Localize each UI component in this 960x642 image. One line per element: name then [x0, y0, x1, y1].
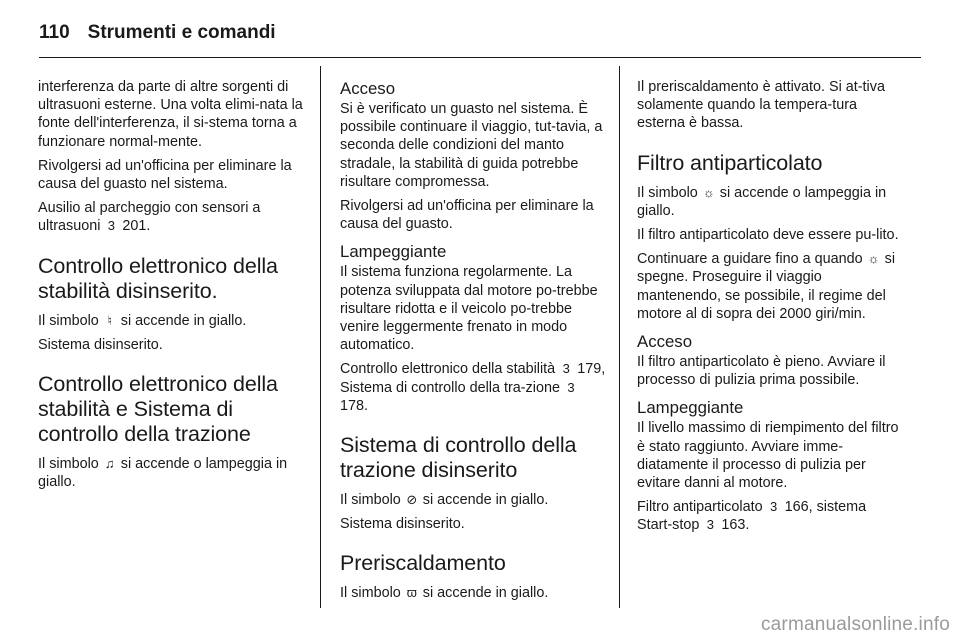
paragraph: Si è verificato un guasto nel sistema. È possibile continuare il viaggio, tut-tavia, a seconda delle condizioni del manto stradale, la stabilità di guida potrebbe risultare compromessa. [340, 101, 603, 190]
paragraph [38, 312, 306, 330]
text: si accende o lampeggia in giallo. [637, 184, 887, 219]
column-1 [38, 66, 306, 497]
heading-esc-tc: Controllo elettronico della stabilità e Sistema di controllo della trazione [38, 372, 278, 447]
reference-arrow-icon: 3 [769, 499, 778, 515]
page-reference[interactable]: 201. [122, 218, 151, 235]
heading-lampeggiante: Lampeggiante [340, 242, 447, 262]
page-reference[interactable]: 179, Sistema di controllo della tra-zione [340, 361, 606, 396]
text: Il simbolo [340, 585, 401, 602]
tc-off-icon: ⊘ [406, 492, 418, 508]
reference-arrow-icon: 3 [567, 379, 575, 395]
text: si accende in giallo. [120, 312, 247, 329]
heading-acceso: Acceso [340, 79, 396, 98]
text: Continuare a guidare fino a quando [637, 251, 863, 268]
heading-tc-off: Sistema di controllo della trazione disinserito [340, 433, 577, 483]
paragraph: Rivolgersi ad un'officina per eliminare la causa del guasto nel sistema. [38, 157, 292, 193]
column-divider-2 [619, 66, 620, 608]
paragraph: Il preriscaldamento è attivato. Si at-tiva solamente quando la tempera-tura esterna è bassa. [637, 79, 885, 132]
heading-acceso: Acceso [637, 332, 693, 352]
text: si spegne. Proseguire il viaggio mantenendo, se possibile, il regime del motore al di sopra dei 2000 giri/min. [637, 251, 896, 322]
esc-off-icon: ♮ [107, 312, 113, 328]
paragraph [637, 184, 905, 220]
paragraph [637, 250, 905, 323]
text: si accende in giallo. [422, 585, 549, 602]
dpf-icon: ☼ [867, 251, 880, 267]
text: Il simbolo [38, 312, 99, 329]
text: si accende in giallo. [422, 492, 549, 509]
paragraph [340, 491, 608, 509]
paragraph: Rivolgersi ad un'officina per eliminare la causa del guasto. [340, 198, 594, 233]
page-number: 110 [39, 22, 70, 43]
paragraph [38, 455, 306, 491]
reference-arrow-icon: 3 [562, 361, 570, 377]
text: Il simbolo [340, 492, 401, 509]
column-divider-1 [320, 66, 321, 608]
paragraph: Il filtro antiparticolato è pieno. Avviare il processo di pulizia prima possibile. [637, 354, 886, 389]
text: si accende o lampeggia in giallo. [38, 456, 288, 491]
page-title: Strumenti e comandi [87, 22, 276, 43]
paragraph: Sistema disinserito. [340, 516, 465, 533]
watermark: carmanualsonline.info [760, 614, 950, 635]
page-reference[interactable]: 178. [340, 397, 369, 414]
paragraph [637, 498, 905, 534]
paragraph: Sistema disinserito. [38, 336, 163, 353]
dpf-icon: ☼ [702, 184, 715, 200]
heading-dpf: Filtro antiparticolato [637, 150, 823, 175]
header-rule [39, 57, 921, 58]
column-2 [340, 66, 608, 609]
text: Il simbolo [637, 184, 698, 201]
heading-lampeggiante: Lampeggiante [637, 398, 744, 418]
text: Il simbolo [38, 456, 99, 473]
paragraph [340, 584, 608, 602]
paragraph [340, 360, 608, 415]
preheat-icon: ϖ [406, 585, 417, 601]
reference-arrow-icon: 3 [107, 218, 116, 234]
text: Filtro antiparticolato [637, 499, 763, 516]
heading-esc-off: Controllo elettronico della stabilità disinserito. [38, 253, 278, 303]
paragraph [38, 199, 306, 235]
text: Ausilio al parcheggio con sensori a ultrasuoni [38, 200, 261, 235]
paragraph: Il livello massimo di riempimento del filtro è stato raggiunto. Avviare imme-diatamente il processo di pulizia per evitare danni al motore. [637, 420, 899, 492]
page-header [39, 18, 276, 48]
paragraph: Il filtro antiparticolato deve essere pu-lito. [637, 227, 899, 244]
page-reference[interactable]: 163. [721, 517, 750, 534]
text: Controllo elettronico della stabilità [340, 361, 556, 378]
heading-preheat: Preriscaldamento [340, 551, 506, 576]
paragraph: interferenza da parte di altre sorgenti di ultrasuoni esterne. Una volta elimi-nata la fonte dell'interferenza, il si-stema torna a funzionare normal-mente. [38, 79, 303, 150]
reference-arrow-icon: 3 [706, 517, 714, 533]
page-reference[interactable]: 166, sistema Start-stop [637, 499, 867, 534]
paragraph: Il sistema funziona regolarmente. La potenza sviluppata dal motore po-trebbe risultare ridotta e il veicolo po-trebbe venire leggermente frenato in modo automatico. [340, 264, 598, 354]
column-3 [637, 66, 905, 541]
esc-icon: ♫ [104, 456, 115, 472]
